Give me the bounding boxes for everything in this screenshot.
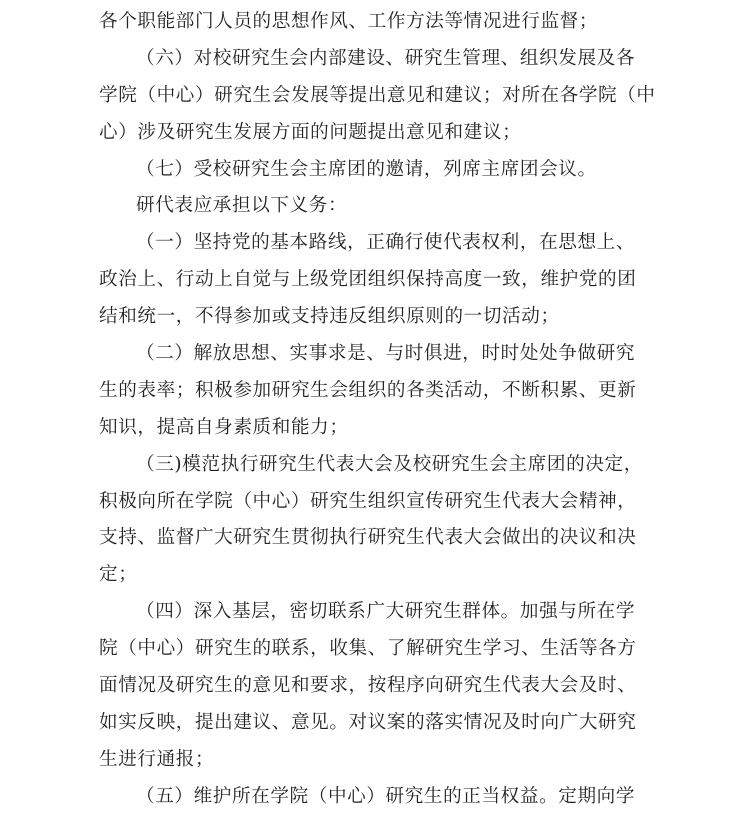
text-line: （六）对校研究生会内部建设、研究生管理、组织发展及各 (136, 47, 636, 69)
text-line: 学院（中心）研究生会发展等提出意见和建议；对所在各学院（中 (99, 84, 656, 106)
text-line: 结和统一，不得参加或支持违反组织原则的一切活动； (99, 306, 560, 328)
text-line: 积极向所在学院（中心）研究生组织宣传研究生代表大会精神， (99, 490, 637, 512)
text-line: 面情况及研究生的意见和要求，按程序向研究生代表大会及时、 (99, 675, 637, 697)
text-line: 院（中心）研究生的联系，收集、了解研究生学习、生活等各方 (99, 638, 637, 660)
text-line: 生的表率；积极参加研究生会组织的各类活动，不断积累、更新 (99, 379, 637, 401)
text-line: 心）涉及研究生发展方面的问题提出意见和建议； (99, 121, 522, 143)
text-line: （五）维护所在学院（中心）研究生的正当权益。定期向学 (136, 785, 636, 807)
document-body (99, 0, 661, 816)
text-line: 支持、监督广大研究生贯彻执行研究生代表大会做出的决议和决 (99, 527, 637, 549)
text-line: 如实反映，提出建议、意见。对议案的落实情况及时向广大研究 (99, 711, 637, 733)
text-line: （二）解放思想、实事求是、与时俱进，时时处处争做研究 (136, 343, 636, 365)
text-line: （一）坚持党的基本路线，正确行使代表权利，在思想上、 (136, 232, 636, 254)
text-line: 知识，提高自身素质和能力； (99, 416, 349, 438)
text-line: 生进行通报； (99, 748, 215, 770)
text-line: （四）深入基层，密切联系广大研究生群体。加强与所在学 (136, 601, 636, 623)
text-line: 政治上、行动上自觉与上级党团组织保持高度一致，维护党的团 (99, 269, 637, 291)
text-line: （三)模范执行研究生代表大会及校研究生会主席团的决定， (136, 453, 643, 475)
text-line: （七）受校研究生会主席团的邀请，列席主席团会议。 (136, 158, 597, 180)
text-line: 各个职能部门人员的思想作风、工作方法等情况进行监督； (99, 11, 599, 32)
text-line: 定； (99, 564, 138, 586)
text-line: 研代表应承担以下义务： (136, 195, 348, 217)
